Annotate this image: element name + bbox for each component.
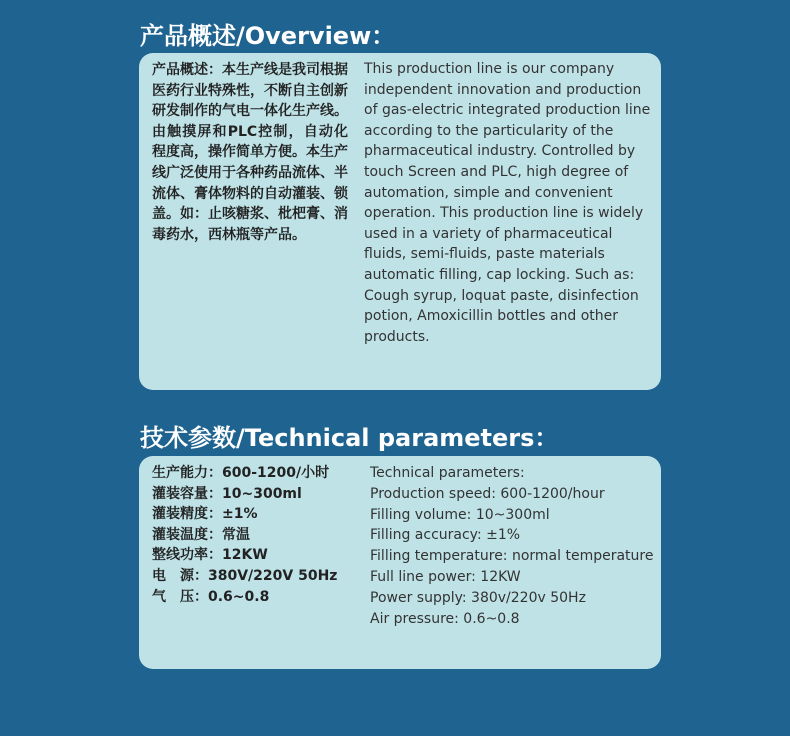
- param-en-power: Full line power: 12KW: [370, 568, 521, 585]
- overview-chinese-text: 产品概述：本生产线是我司根据医药行业特殊性，不断自主创新研发制作的气电一体化生产线。由触摸屏和PLC控制，自动化程度高，操作简单方便。本生产线广泛使用于各种药品流体、半流体、膏体物料的自动灌装、锁盖。如：止咳糖浆、枇杷膏、消毒药水，西林瓶等产品。: [152, 62, 348, 243]
- param-en-pressure: Air pressure: 0.6~0.8: [370, 610, 520, 627]
- param-zh-pressure: 气 压：0.6~0.8: [152, 588, 270, 605]
- param-zh-power: 整线功率：12KW: [152, 547, 268, 564]
- param-en-speed: Production speed: 600-1200/hour: [370, 485, 605, 502]
- param-zh-accuracy: 灌装精度：±1%: [152, 506, 258, 523]
- overview-english-text: This production line is our company independent innovation and production of gas-electric integrated production line according to the particularity of the pharmaceutical industry. Controlled by touch Screen and PLC, high degree of automation, simple and convenient operation. This production line is widely used in a variety of pharmaceutical fluids, semi-fluids, paste materials automatic filling, cap locking. Such as: Cough syrup, loquat paste, disinfection potion, Amoxicillin bottles and other products.: [364, 61, 651, 345]
- technical-parameters-card: [139, 456, 661, 669]
- technical-parameters-heading: 技术参数/Technical parameters：: [140, 424, 559, 452]
- param-en-volume: Filling volume: 10~300ml: [370, 506, 550, 523]
- param-en-supply: Power supply: 380v/220v 50Hz: [370, 589, 586, 606]
- technical-parameters-english-list: [370, 463, 655, 629]
- param-en-title: Technical parameters:: [370, 465, 525, 481]
- param-zh-capacity: 生产能力：600-1200/小时: [152, 465, 330, 481]
- param-en-temperature: Filling temperature: normal temperature: [370, 548, 654, 565]
- param-zh-supply: 电 源：380V/220V 50Hz: [152, 567, 338, 584]
- technical-parameters-chinese-list: [152, 463, 367, 607]
- overview-heading: 产品概述/Overview：: [140, 22, 396, 50]
- param-zh-temperature: 灌装温度：常温: [152, 526, 250, 543]
- param-zh-volume: 灌装容量：10~300ml: [152, 485, 302, 502]
- param-en-accuracy: Filling accuracy: ±1%: [370, 527, 521, 544]
- overview-card: [139, 53, 661, 390]
